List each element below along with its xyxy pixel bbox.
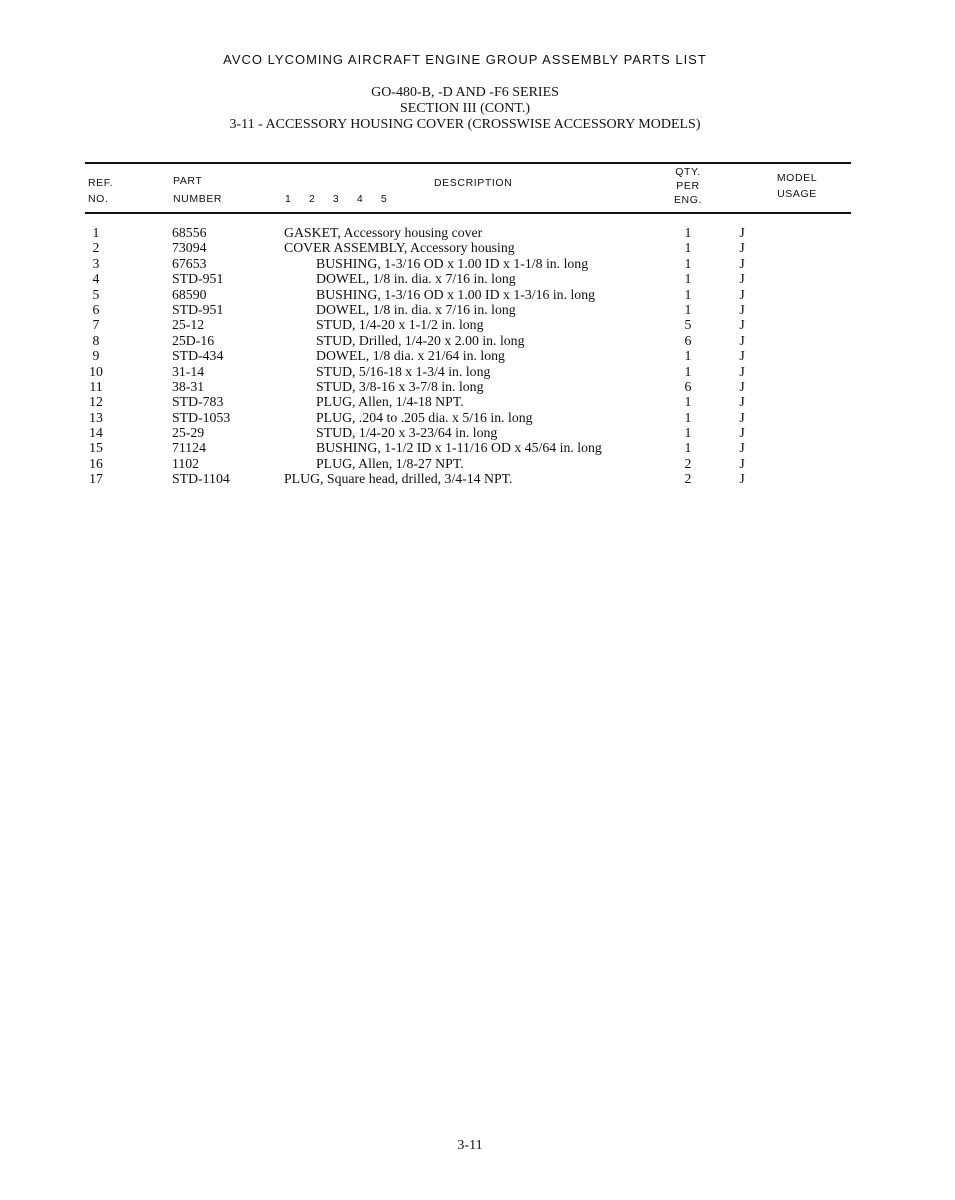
table-row xyxy=(0,287,955,302)
column-header-model-usage xyxy=(773,170,821,202)
series-title: GO-480-B, -D AND -F6 SERIES xyxy=(371,85,559,100)
table-row xyxy=(0,425,955,440)
description-cell: DOWEL, 1/8 in. dia. x 7/16 in. long xyxy=(316,271,516,287)
description-cell: STUD, 3/8-16 x 3-7/8 in. long xyxy=(316,378,484,394)
table-row xyxy=(0,410,955,425)
description-cell: DOWEL, 1/8 in. dia. x 7/16 in. long xyxy=(316,301,516,317)
parts-table xyxy=(0,225,955,487)
part-number-cell: 38-31 xyxy=(172,378,205,394)
quantity-cell: 1 xyxy=(684,440,692,456)
part-number-cell: 71124 xyxy=(172,440,206,456)
quantity-cell: 1 xyxy=(684,255,692,271)
ref-number-cell: 17 xyxy=(89,471,103,487)
column-header-part-line2: NUMBER xyxy=(173,193,223,205)
model-usage-cell: J xyxy=(739,286,745,302)
column-header-qty-per-eng xyxy=(670,165,706,207)
column-header-part-line1: PART xyxy=(173,175,203,187)
description-cell: STUD, 1/4-20 x 3-23/64 in. long xyxy=(316,425,498,441)
part-number-cell: 31-14 xyxy=(172,363,205,379)
description-cell: BUSHING, 1-3/16 OD x 1.00 ID x 1-3/16 in. long xyxy=(316,286,595,302)
column-header-model-line1: MODEL xyxy=(776,172,818,184)
table-row xyxy=(0,256,955,271)
table-row xyxy=(0,240,955,255)
column-header-ref-line1: REF. xyxy=(88,177,114,189)
table-top-rule xyxy=(85,162,851,164)
part-number-cell: 67653 xyxy=(172,255,207,271)
description-cell: BUSHING, 1-3/16 OD x 1.00 ID x 1-1/8 in. long xyxy=(316,255,589,271)
column-header-ref-line2: NO. xyxy=(88,193,109,205)
ref-number-cell: 14 xyxy=(89,425,103,441)
part-number-cell: STD-1104 xyxy=(172,471,230,487)
ref-number-cell: 16 xyxy=(89,455,103,471)
description-cell: GASKET, Accessory housing cover xyxy=(284,225,483,240)
ref-number-cell: 15 xyxy=(89,440,103,456)
part-number-cell: 68556 xyxy=(172,225,207,240)
quantity-cell: 6 xyxy=(684,378,692,394)
page-number: 3-11 xyxy=(457,1138,483,1153)
model-usage-cell: J xyxy=(739,348,745,364)
table-row xyxy=(0,271,955,286)
model-usage-cell: J xyxy=(739,225,745,240)
table-row xyxy=(0,348,955,363)
ref-number-cell: 7 xyxy=(92,317,100,333)
part-number-cell: STD-951 xyxy=(172,301,224,317)
quantity-cell: 1 xyxy=(684,394,692,410)
ref-number-cell: 3 xyxy=(92,255,100,271)
quantity-cell: 1 xyxy=(684,271,692,287)
quantity-cell: 1 xyxy=(684,286,692,302)
model-usage-cell: J xyxy=(739,317,745,333)
table-row xyxy=(0,379,955,394)
part-number-cell: 25D-16 xyxy=(172,332,215,348)
column-header-qty-line1: QTY. xyxy=(675,166,701,178)
ref-number-cell: 9 xyxy=(92,348,100,364)
description-cell: PLUG, Square head, drilled, 3/4-14 NPT. xyxy=(284,471,513,487)
table-row xyxy=(0,333,955,348)
description-cell: COVER ASSEMBLY, Accessory housing xyxy=(284,240,515,256)
part-number-cell: STD-1053 xyxy=(172,409,231,425)
column-header-ref-no xyxy=(88,175,113,207)
quantity-cell: 1 xyxy=(684,225,692,240)
description-cell: STUD, 1/4-20 x 1-1/2 in. long xyxy=(316,317,484,333)
model-usage-cell: J xyxy=(739,240,745,256)
model-usage-cell: J xyxy=(739,363,745,379)
figure-title: 3-11 - ACCESSORY HOUSING COVER (CROSSWISE ACCESSORY MODELS) xyxy=(229,117,701,132)
model-usage-cell: J xyxy=(739,409,745,425)
section-title: SECTION III (CONT.) xyxy=(400,101,530,116)
quantity-cell: 1 xyxy=(684,348,692,364)
ref-number-cell: 6 xyxy=(92,301,100,317)
quantity-cell: 1 xyxy=(684,409,692,425)
ref-number-cell: 2 xyxy=(92,240,100,256)
description-cell: DOWEL, 1/8 dia. x 21/64 in. long xyxy=(316,348,505,364)
table-row xyxy=(0,456,955,471)
description-cell: PLUG, Allen, 1/4-18 NPT. xyxy=(316,394,464,410)
part-number-cell: 1102 xyxy=(172,455,200,471)
ref-number-cell: 12 xyxy=(89,394,103,410)
description-cell: STUD, Drilled, 1/4-20 x 2.00 in. long xyxy=(316,332,525,348)
quantity-cell: 5 xyxy=(684,317,692,333)
quantity-cell: 1 xyxy=(684,363,692,379)
column-header-qty-line3: ENG. xyxy=(673,194,703,206)
model-usage-cell: J xyxy=(739,394,745,410)
ref-number-cell: 8 xyxy=(92,332,100,348)
model-usage-cell: J xyxy=(739,378,745,394)
table-row xyxy=(0,317,955,332)
ref-number-cell: 4 xyxy=(92,271,100,287)
ref-number-cell: 13 xyxy=(89,409,103,425)
part-number-cell: 73094 xyxy=(172,240,207,256)
description-cell: PLUG, .204 to .205 dia. x 5/16 in. long xyxy=(316,409,533,425)
column-header-qty-line2: PER xyxy=(676,180,700,192)
table-row xyxy=(0,471,955,486)
column-header-indent-levels: 1 2 3 4 5 xyxy=(285,193,388,205)
table-row xyxy=(0,440,955,455)
part-number-cell: STD-783 xyxy=(172,394,224,410)
part-number-cell: 25-29 xyxy=(172,425,205,441)
quantity-cell: 1 xyxy=(684,240,692,256)
part-number-cell: 68590 xyxy=(172,286,207,302)
model-usage-cell: J xyxy=(739,440,745,456)
model-usage-cell: J xyxy=(739,471,745,487)
quantity-cell: 2 xyxy=(684,471,692,487)
table-row xyxy=(0,225,955,240)
ref-number-cell: 10 xyxy=(89,363,103,379)
quantity-cell: 1 xyxy=(684,301,692,317)
document-title: AVCO LYCOMING AIRCRAFT ENGINE GROUP ASSEMBLY PARTS LIST xyxy=(223,52,707,67)
description-cell: BUSHING, 1-1/2 ID x 1-11/16 OD x 45/64 in. long xyxy=(316,440,602,456)
part-number-cell: STD-434 xyxy=(172,348,224,364)
description-cell: STUD, 5/16-18 x 1-3/4 in. long xyxy=(316,363,491,379)
column-header-part-number xyxy=(173,173,222,207)
model-usage-cell: J xyxy=(739,301,745,317)
ref-number-cell: 1 xyxy=(92,225,100,240)
ref-number-cell: 5 xyxy=(92,286,100,302)
table-header-rule xyxy=(85,212,851,214)
quantity-cell: 2 xyxy=(684,455,692,471)
column-header-model-line2: USAGE xyxy=(777,188,817,200)
table-row xyxy=(0,302,955,317)
model-usage-cell: J xyxy=(739,425,745,441)
table-row xyxy=(0,394,955,409)
part-number-cell: 25-12 xyxy=(172,317,205,333)
part-number-cell: STD-951 xyxy=(172,271,224,287)
model-usage-cell: J xyxy=(739,455,745,471)
model-usage-cell: J xyxy=(739,332,745,348)
quantity-cell: 1 xyxy=(684,425,692,441)
ref-number-cell: 11 xyxy=(89,378,103,394)
model-usage-cell: J xyxy=(739,255,745,271)
table-row xyxy=(0,364,955,379)
description-cell: PLUG, Allen, 1/8-27 NPT. xyxy=(316,455,464,471)
model-usage-cell: J xyxy=(739,271,745,287)
column-header-description: DESCRIPTION xyxy=(434,177,513,189)
quantity-cell: 6 xyxy=(684,332,692,348)
